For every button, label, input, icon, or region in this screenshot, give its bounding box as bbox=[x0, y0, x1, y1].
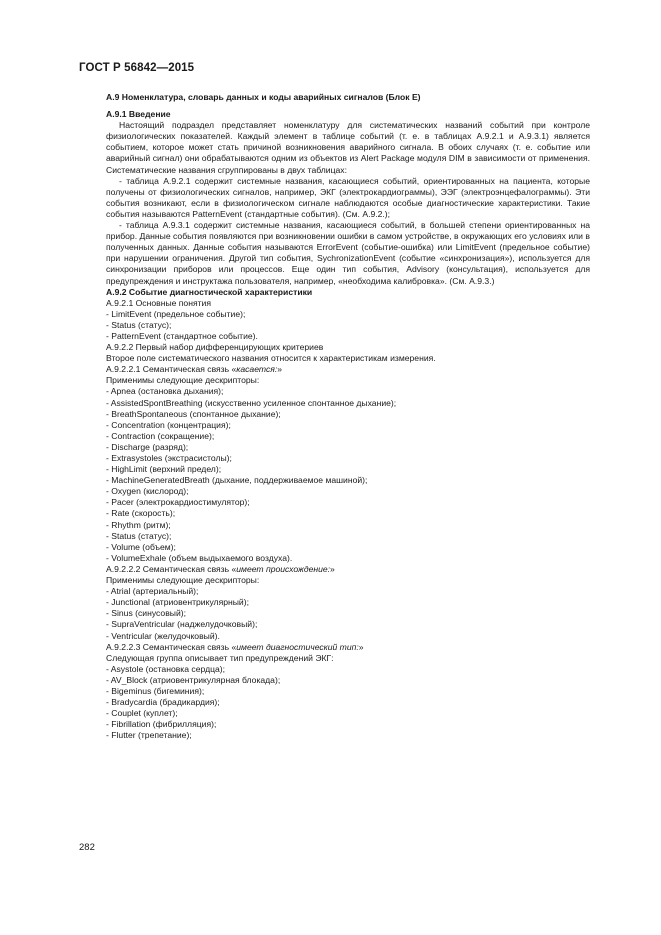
line-text: - Atrial (артериальный); bbox=[106, 586, 199, 597]
line-text: Следующая группа описывает тип предупреждений ЭКГ: bbox=[106, 652, 334, 663]
line-text: - Couplet (куплет); bbox=[106, 708, 178, 719]
text-line bbox=[106, 730, 590, 741]
text-line bbox=[106, 675, 590, 686]
line-text: А.9.2.2.3 Семантическая связь « bbox=[106, 641, 237, 652]
text-line bbox=[106, 486, 590, 497]
text-line bbox=[106, 420, 590, 431]
line-text: - MachineGeneratedBreath (дыхание, поддерживаемое машиной); bbox=[106, 475, 368, 486]
page-content bbox=[106, 92, 590, 741]
line-text: - Junctional (атриовентрикулярный); bbox=[106, 597, 249, 608]
text-line bbox=[106, 531, 590, 542]
text-line bbox=[106, 298, 590, 309]
line-italic: имеет происхождение: bbox=[236, 563, 331, 574]
line-text: - Status (статус); bbox=[106, 319, 172, 330]
line-text: - AssistedSpontBreathing (искусственно усиленное спонтанное дыхание); bbox=[106, 397, 397, 408]
text-line bbox=[106, 597, 590, 608]
text-line bbox=[106, 386, 590, 397]
line-text: - Discharge (разряд); bbox=[106, 441, 189, 452]
line-text: Применимы следующие дескрипторы: bbox=[106, 375, 260, 386]
line-text: - Pacer (электрокардиостимулятор); bbox=[106, 497, 250, 508]
table-a931-paragraph: - таблица А.9.3.1 содержит системные названия, касающиеся событий, в большей степени ориентированных на прибор. Данные события появляются при возникновении ошибки в самом устройстве, в окружающих его условиях или в полученных данных. Данные события называются ErrorEvent (событие-ошибка) или LimitEvent (предельное событие) при нарушении ограничения. Другой тип события, SychronizationEvent (событие «синхронизация»), используется для синхронизации приборов или процессов. Еще один тип события, Advisory (консультация), используется для предупреждения и инструктажа пользователя, например, «необходима калибровка». (См. А.9.3.) bbox=[106, 220, 590, 286]
text-line bbox=[106, 331, 590, 342]
text-line bbox=[106, 686, 590, 697]
line-text: - Bigeminus (бигеминия); bbox=[106, 685, 205, 696]
line-text: - VolumeExhale (объем выдыхаемого воздуха). bbox=[106, 552, 293, 563]
line-text: - Concentration (концентрация); bbox=[106, 419, 231, 430]
line-italic: имеет диагностический тип: bbox=[236, 641, 359, 652]
text-line bbox=[106, 364, 590, 375]
intro-paragraph: Настоящий подраздел представляет номенклатуру для систематических названий событий при контроле физиологических показателей. Каждый элемент в таблице событий (т. е. в таблицах А.9.2.1 и А.9.3.1) является событием, которое может стать причиной возникновения аварийного сигнала. В обоих случаях (т. е. событие или аварийный сигнал) они обрабатываются одним из объектов из Alert Package модуля DIM в зависимости от применения. Систематические названия сгруппированы в двух таблицах: bbox=[106, 120, 590, 175]
text-line bbox=[106, 642, 590, 653]
text-line bbox=[106, 631, 590, 642]
line-text: - Ventricular (желудочковый). bbox=[106, 630, 220, 641]
table-a921-paragraph: - таблица А.9.2.1 содержит системные названия, касающиеся событий, ориентированных на пациента, которые получены от физиологических сигналов, например, ЭКГ (электрокардиограммы), ЭЭГ (электроэнцефалограммы). Эти события возникают, если в физиологическом сигнале наблюдаются особые диагностические характеристики. Такие события называются PatternEvent (стандартные события). (См. А.9.2.); bbox=[106, 175, 590, 219]
page-number: 282 bbox=[79, 842, 95, 853]
line-text: - PatternEvent (стандартное событие). bbox=[106, 330, 258, 341]
text-line bbox=[106, 409, 590, 420]
line-text: А.9.2.1 Основные понятия bbox=[106, 297, 212, 308]
line-text: - Bradycardia (брадикардия); bbox=[106, 697, 220, 708]
line-suffix: » bbox=[330, 563, 335, 574]
line-text: Второе поле систематического названия относится к характеристикам измерения. bbox=[106, 353, 436, 364]
line-text: - LimitEvent (предельное событие); bbox=[106, 308, 246, 319]
text-line bbox=[106, 520, 590, 531]
text-line bbox=[106, 431, 590, 442]
text-line bbox=[106, 453, 590, 464]
text-line bbox=[106, 342, 590, 353]
text-line bbox=[106, 309, 590, 320]
line-text: - Flutter (трепетание); bbox=[106, 730, 192, 741]
line-text: - SupraVentricular (наджелудочковый); bbox=[106, 619, 258, 630]
line-suffix: » bbox=[358, 641, 364, 652]
text-line bbox=[106, 508, 590, 519]
line-list bbox=[106, 287, 590, 742]
text-line bbox=[106, 553, 590, 564]
subsection-heading bbox=[106, 287, 590, 298]
text-line bbox=[106, 619, 590, 630]
line-text: - Extrasystoles (экстрасистолы); bbox=[106, 453, 232, 463]
line-text: - Volume (объем); bbox=[106, 541, 176, 552]
line-text: - Sinus (синусовый); bbox=[106, 608, 187, 619]
line-text: А.9.2.2.1 Семантическая связь « bbox=[106, 364, 237, 375]
line-text: А.9.2.2.2 Семантическая связь « bbox=[106, 563, 237, 574]
text-line bbox=[106, 564, 590, 575]
text-line bbox=[106, 708, 590, 719]
text-line bbox=[106, 608, 590, 619]
text-line bbox=[106, 320, 590, 331]
text-line bbox=[106, 653, 590, 664]
text-line bbox=[106, 542, 590, 553]
line-italic: касается: bbox=[236, 364, 278, 375]
line-text: - Rhythm (ритм); bbox=[106, 519, 171, 530]
text-line bbox=[106, 719, 590, 730]
text-line bbox=[106, 497, 590, 508]
text-line bbox=[106, 586, 590, 597]
text-line bbox=[106, 375, 590, 386]
line-text: - HighLimit (верхний предел); bbox=[106, 464, 222, 475]
text-line bbox=[106, 464, 590, 475]
text-line bbox=[106, 398, 590, 409]
line-text: - Contraction (сокращение); bbox=[106, 430, 215, 441]
line-text: - Rate (скорость); bbox=[106, 508, 176, 519]
text-line bbox=[106, 442, 590, 453]
text-line bbox=[106, 475, 590, 486]
document-header: ГОСТ Р 56842—2015 bbox=[79, 62, 195, 74]
text-line bbox=[106, 353, 590, 364]
text-line bbox=[106, 664, 590, 675]
line-text: - Fibrillation (фибрилляция); bbox=[106, 719, 217, 730]
line-text: - BreathSpontaneous (спонтанное дыхание); bbox=[106, 408, 281, 419]
section-heading: А.9 Номенклатура, словарь данных и коды аварийных сигналов (Блок Е) bbox=[106, 92, 421, 102]
text-line bbox=[106, 697, 590, 708]
line-text: А.9.2.2 Первый набор дифференцирующих критериев bbox=[106, 342, 324, 353]
line-text: - Oxygen (кислород); bbox=[106, 486, 189, 497]
subsection-heading: А.9.1 Введение bbox=[106, 109, 171, 120]
line-text: А.9.2 Событие диагностической характеристики bbox=[106, 286, 313, 297]
line-text: - Apnea (остановка дыхания); bbox=[106, 386, 224, 397]
line-text: - Status (статус); bbox=[106, 530, 172, 541]
line-text: Применимы следующие дескрипторы: bbox=[106, 575, 260, 586]
text-line bbox=[106, 575, 590, 586]
line-text: - Asystole (остановка сердца); bbox=[106, 663, 226, 674]
line-text: - AV_Block (атриовентрикулярная блокада); bbox=[106, 674, 281, 685]
line-suffix: » bbox=[277, 364, 282, 375]
